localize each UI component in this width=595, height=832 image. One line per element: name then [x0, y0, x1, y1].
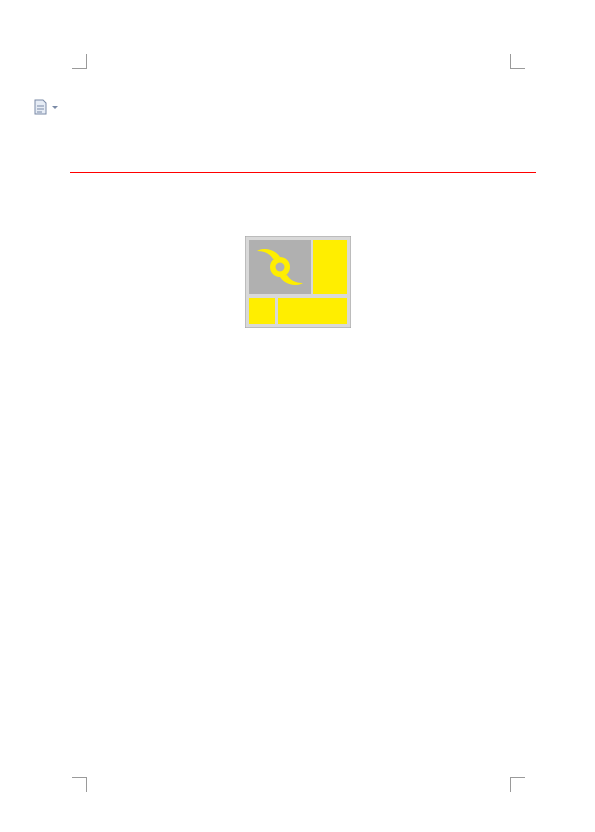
document-icon[interactable]	[33, 99, 61, 115]
warning-headline	[86, 72, 510, 144]
crop-mark-top-left	[72, 54, 87, 69]
crop-mark-bottom-right	[510, 777, 525, 792]
typhoon-yellow-badge	[245, 236, 351, 328]
crop-mark-top-right	[510, 54, 525, 69]
red-divider	[70, 172, 536, 173]
crop-mark-bottom-left	[72, 777, 87, 792]
issuer-row	[70, 153, 530, 173]
